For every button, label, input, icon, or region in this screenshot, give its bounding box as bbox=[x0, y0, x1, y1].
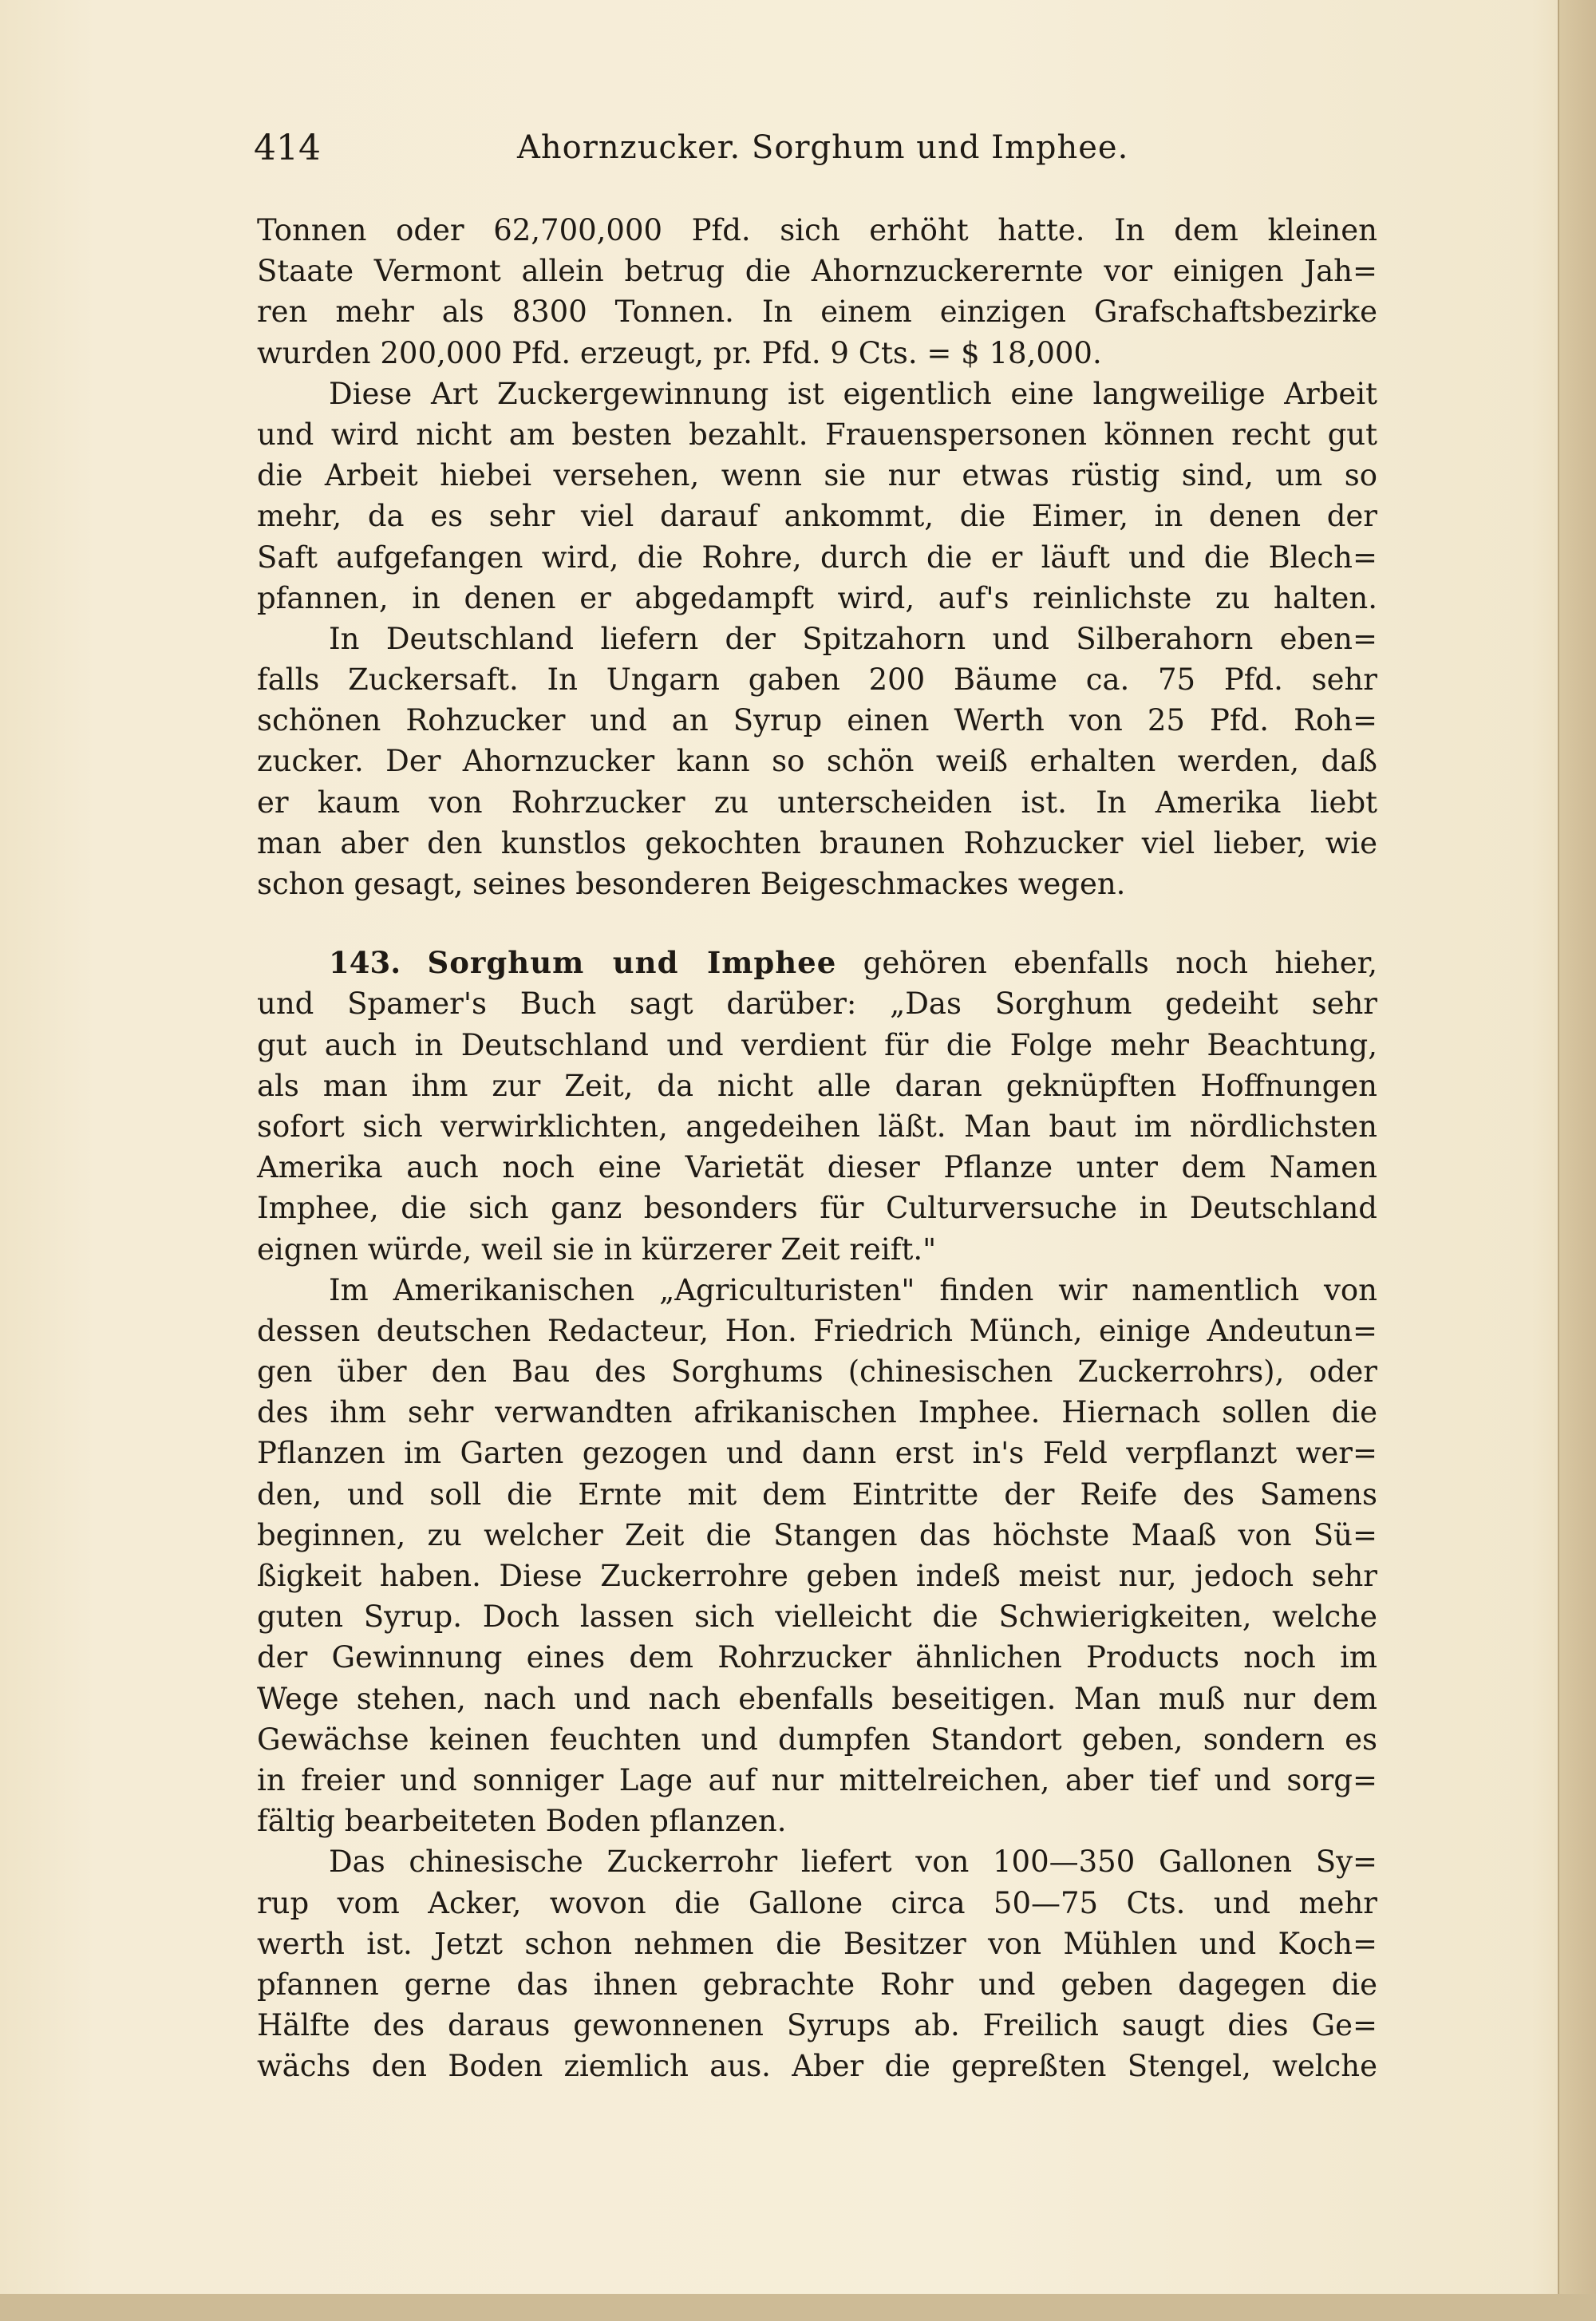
section-first-line-text: gehören ebenfalls noch hieher, bbox=[863, 946, 1377, 981]
text-line: guten Syrup. Doch lassen sich vielleicht die Schwierigkeiten, welche bbox=[257, 1599, 1377, 1635]
text-line: Pflanzen im Garten gezogen und dann erst in's Feld verpflanzt wer= bbox=[257, 1436, 1377, 1471]
text-line: Das chinesische Zuckerrohr liefert von 100—350 Gallonen Sy= bbox=[329, 1845, 1377, 1880]
text-line: werth ist. Jetzt schon nehmen die Besitzer von Mühlen und Koch= bbox=[257, 1926, 1377, 1961]
paragraph bbox=[257, 210, 1377, 374]
text-line: Amerika auch noch eine Varietät dieser Pflanze unter dem Namen bbox=[257, 1150, 1377, 1185]
text-line: er kaum von Rohrzucker zu unterscheiden ist. In Amerika liebt bbox=[257, 785, 1377, 820]
text-line: wurden 200,000 Pfd. erzeugt, pr. Pfd. 9 Cts. = $ 18,000. bbox=[257, 335, 1102, 370]
text-line: pfannen, in denen er abgedampft wird, auf's reinlichste zu halten. bbox=[257, 580, 1377, 615]
text-line: in freier und sonniger Lage auf nur mittelreichen, aber tief und sorg= bbox=[257, 1762, 1377, 1797]
text-line: den, und soll die Ernte mit dem Eintritte der Reife des Samens bbox=[257, 1477, 1377, 1512]
text-line: Imphee, die sich ganz besonders für Culturversuche in Deutschland bbox=[257, 1191, 1377, 1226]
section-heading-line bbox=[257, 943, 1377, 983]
text-line: schönen Rohzucker und an Syrup einen Werth von 25 Pfd. Roh= bbox=[257, 703, 1377, 738]
text-line: die Arbeit hiebei versehen, wenn sie nur etwas rüstig sind, um so bbox=[257, 458, 1377, 493]
text-line: sofort sich verwirklichten, angedeihen läßt. Man baut im nördlichsten bbox=[257, 1109, 1377, 1144]
running-head: Ahornzucker. Sorghum und Imphee. bbox=[517, 129, 1129, 166]
text-line: Hälfte des daraus gewonnenen Syrups ab. Freilich saugt dies Ge= bbox=[257, 2008, 1377, 2043]
page-bottom-edge bbox=[0, 2294, 1596, 2321]
page-edge bbox=[1558, 0, 1596, 2321]
text-line: Staate Vermont allein betrug die Ahornzuckerernte vor einigen Jah= bbox=[257, 254, 1377, 289]
text-line: beginnen, zu welcher Zeit die Stangen das höchste Maaß von Sü= bbox=[257, 1517, 1377, 1552]
text-line: eignen würde, weil sie in kürzerer Zeit reift." bbox=[257, 1232, 937, 1267]
section-title: Sorghum und Imphee bbox=[427, 945, 837, 981]
text-line: gen über den Bau des Sorghums (chinesischen Zuckerrohrs), oder bbox=[257, 1354, 1377, 1390]
text-line: Im Amerikanischen „Agriculturisten" finden wir namentlich von bbox=[329, 1272, 1377, 1307]
text-line: zucker. Der Ahornzucker kann so schön weiß erhalten werden, daß bbox=[257, 744, 1377, 779]
text-line: des ihm sehr verwandten afrikanischen Imphee. Hiernach sollen die bbox=[257, 1395, 1377, 1430]
text-line: mehr, da es sehr viel darauf ankommt, die Eimer, in denen der bbox=[257, 499, 1377, 534]
paragraph bbox=[257, 1270, 1377, 1842]
page-header bbox=[254, 128, 1371, 176]
section-gap bbox=[257, 904, 1377, 943]
text-line: wächs den Boden ziemlich aus. Aber die gepreßten Stengel, welche bbox=[257, 2049, 1377, 2084]
text-line: falls Zuckersaft. In Ungarn gaben 200 Bäume ca. 75 Pfd. sehr bbox=[257, 662, 1377, 698]
text-line: fältig bearbeiteten Boden pflanzen. bbox=[257, 1804, 787, 1839]
paragraph bbox=[257, 619, 1377, 904]
text-line: dessen deutschen Redacteur, Hon. Friedrich Münch, einige Andeutun= bbox=[257, 1313, 1377, 1348]
text-line: rup vom Acker, wovon die Gallone circa 50—75 Cts. und mehr bbox=[257, 1885, 1377, 1920]
text-line: Saft aufgefangen wird, die Rohre, durch die er läuft und die Blech= bbox=[257, 540, 1377, 575]
text-line: und wird nicht am besten bezahlt. Frauenspersonen können recht gut bbox=[257, 417, 1377, 452]
text-line: Tonnen oder 62,700,000 Pfd. sich erhöht hatte. In dem kleinen bbox=[257, 213, 1377, 247]
text-line: Gewächse keinen feuchten und dumpfen Standort geben, sondern es bbox=[257, 1722, 1377, 1757]
text-line: und Spamer's Buch sagt darüber: „Das Sorghum gedeiht sehr bbox=[257, 987, 1377, 1022]
text-line: ßigkeit haben. Diese Zuckerrohre geben indeß meist nur, jedoch sehr bbox=[257, 1559, 1377, 1593]
paragraph bbox=[257, 1841, 1377, 2086]
text-line: ren mehr als 8300 Tonnen. In einem einzigen Grafschaftsbezirke bbox=[257, 295, 1377, 330]
body-text bbox=[257, 210, 1377, 2086]
text-line: man aber den kunstlos gekochten braunen Rohzucker viel lieber, wie bbox=[257, 825, 1377, 860]
text-line: als man ihm zur Zeit, da nicht alle daran geknüpften Hoffnungen bbox=[257, 1068, 1377, 1103]
text-line: pfannen gerne das ihnen gebrachte Rohr und geben dagegen die bbox=[257, 1967, 1377, 2002]
text-line: Wege stehen, nach und nach ebenfalls beseitigen. Man muß nur dem bbox=[257, 1681, 1377, 1716]
text-line: der Gewinnung eines dem Rohrzucker ähnlichen Products noch im bbox=[257, 1640, 1377, 1675]
text-line: Diese Art Zuckergewinnung ist eigentlich eine langweilige Arbeit bbox=[329, 376, 1377, 411]
text-line: In Deutschland liefern der Spitzahorn und Silberahorn eben= bbox=[329, 621, 1377, 656]
page-number: 414 bbox=[254, 128, 321, 168]
text-line: schon gesagt, seines besonderen Beigeschmackes wegen. bbox=[257, 867, 1126, 901]
text-line: gut auch in Deutschland und verdient für die Folge mehr Beachtung, bbox=[257, 1027, 1377, 1062]
section-paragraph bbox=[257, 943, 1377, 1270]
section-number: 143. bbox=[329, 945, 401, 981]
paragraph bbox=[257, 374, 1377, 619]
